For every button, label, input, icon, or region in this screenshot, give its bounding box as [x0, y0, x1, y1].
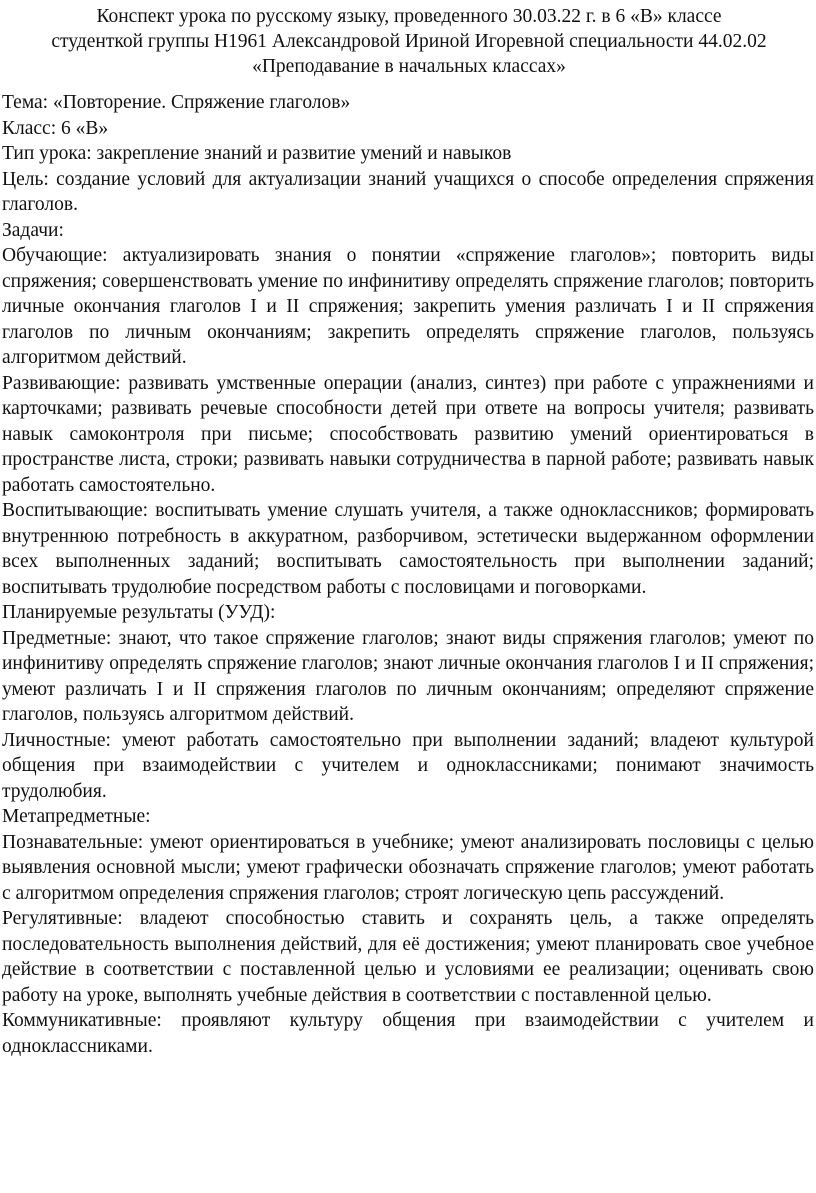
header-line-2: студенткой группы Н1961 Александровой Ириной Игоревной специальности 44.02.02: [51, 31, 767, 52]
header-line-1: Конспект урока по русскому языку, проведенного 30.03.22 г. в 6 «В» классе: [96, 6, 722, 27]
tasks-label: Задачи:: [2, 219, 64, 241]
header-line-3: «Преподавание в начальных классах»: [252, 56, 566, 77]
task-developing: Развивающие: развивать умственные операции (анализ, синтез) при работе с упражнениями и карточками; развивать речевые способности детей при ответе на вопросы учителя; развивать навык самоконтроля при письме; способствовать развитию умений ориентироваться в пространстве листа, строки; развивать навыки сотрудничества в парной работе; развивать навык работать самостоятельно.: [2, 372, 814, 496]
document-body: [2, 90, 816, 1059]
metasubject-label: Метапредметные:: [2, 806, 151, 827]
lesson-class: Класс: 6 «В»: [2, 117, 109, 139]
task-upbringing: Воспитывающие: воспитывать умение слушать учителя, а также одноклассников; формировать внутреннюю потребность в аккуратном, разборчивом, эстетически выдержанном оформлении всех выполненных заданий; воспитывать самостоятельность при выполнении заданий; воспитывать трудолюбие посредством работы с пословицами и поговорками.: [2, 500, 814, 598]
task-educational: Обучающие: актуализировать знания о понятии «спряжение глаголов»; повторить виды спряжения; совершенствовать умение по инфинитиву определять спряжение глаголов; повторить личные окончания глаголов I и II спряжения; закрепить умения различать I и II спряжения глаголов по личным окончаниям; закрепить определять спряжение глаголов, пользуясь алгоритмом действий.: [2, 245, 814, 368]
lesson-topic: Тема: «Повторение. Спряжение глаголов»: [2, 92, 351, 113]
result-subject: Предметные: знают, что такое спряжение глаголов; знают виды спряжения глаголов; умеют по инфинитиву определять спряжение глаголов; знают личные окончания глаголов I и II спряжения; умеют различать I и II спряжения глаголов по личным окончаниям; определяют спряжение глаголов, пользуясь алгоритмом действий.: [2, 627, 814, 725]
result-communicative: Коммуникативные: проявляют культуру общения при взаимодействии с учителем и одноклассниками.: [2, 1010, 814, 1057]
document-header: [2, 0, 816, 79]
result-personal: Личностные: умеют работать самостоятельно при выполнении заданий; владеют культурой общения при взаимодействии с учителем и одноклассниками; понимают значимость трудолюбия.: [2, 729, 814, 802]
lesson-goal: Цель: создание условий для актуализации знаний учащихся о способе определения спряжения глаголов.: [2, 168, 814, 215]
results-label: Планируемые результаты (УУД):: [2, 602, 276, 623]
lesson-type: Тип урока: закрепление знаний и развитие умений и навыков: [2, 143, 512, 164]
result-regulatory: Регулятивные: владеют способностью ставить и сохранять цель, а также определять последовательность выполнения действий, для её достижения; умеют планировать свое учебное действие в соответствии с поставленной целью и условиями ее реализации; оценивать свою работу на уроке, выполнять учебные действия в соответствии с поставленной целью.: [2, 908, 814, 1006]
result-cognitive: Познавательные: умеют ориентироваться в учебнике; умеют анализировать пословицы с целью выявления основной мысли; умеют графически обозначать спряжение глаголов; умеют работать с алгоритмом определения спряжения глаголов; строят логическую цепь рассуждений.: [2, 831, 814, 904]
